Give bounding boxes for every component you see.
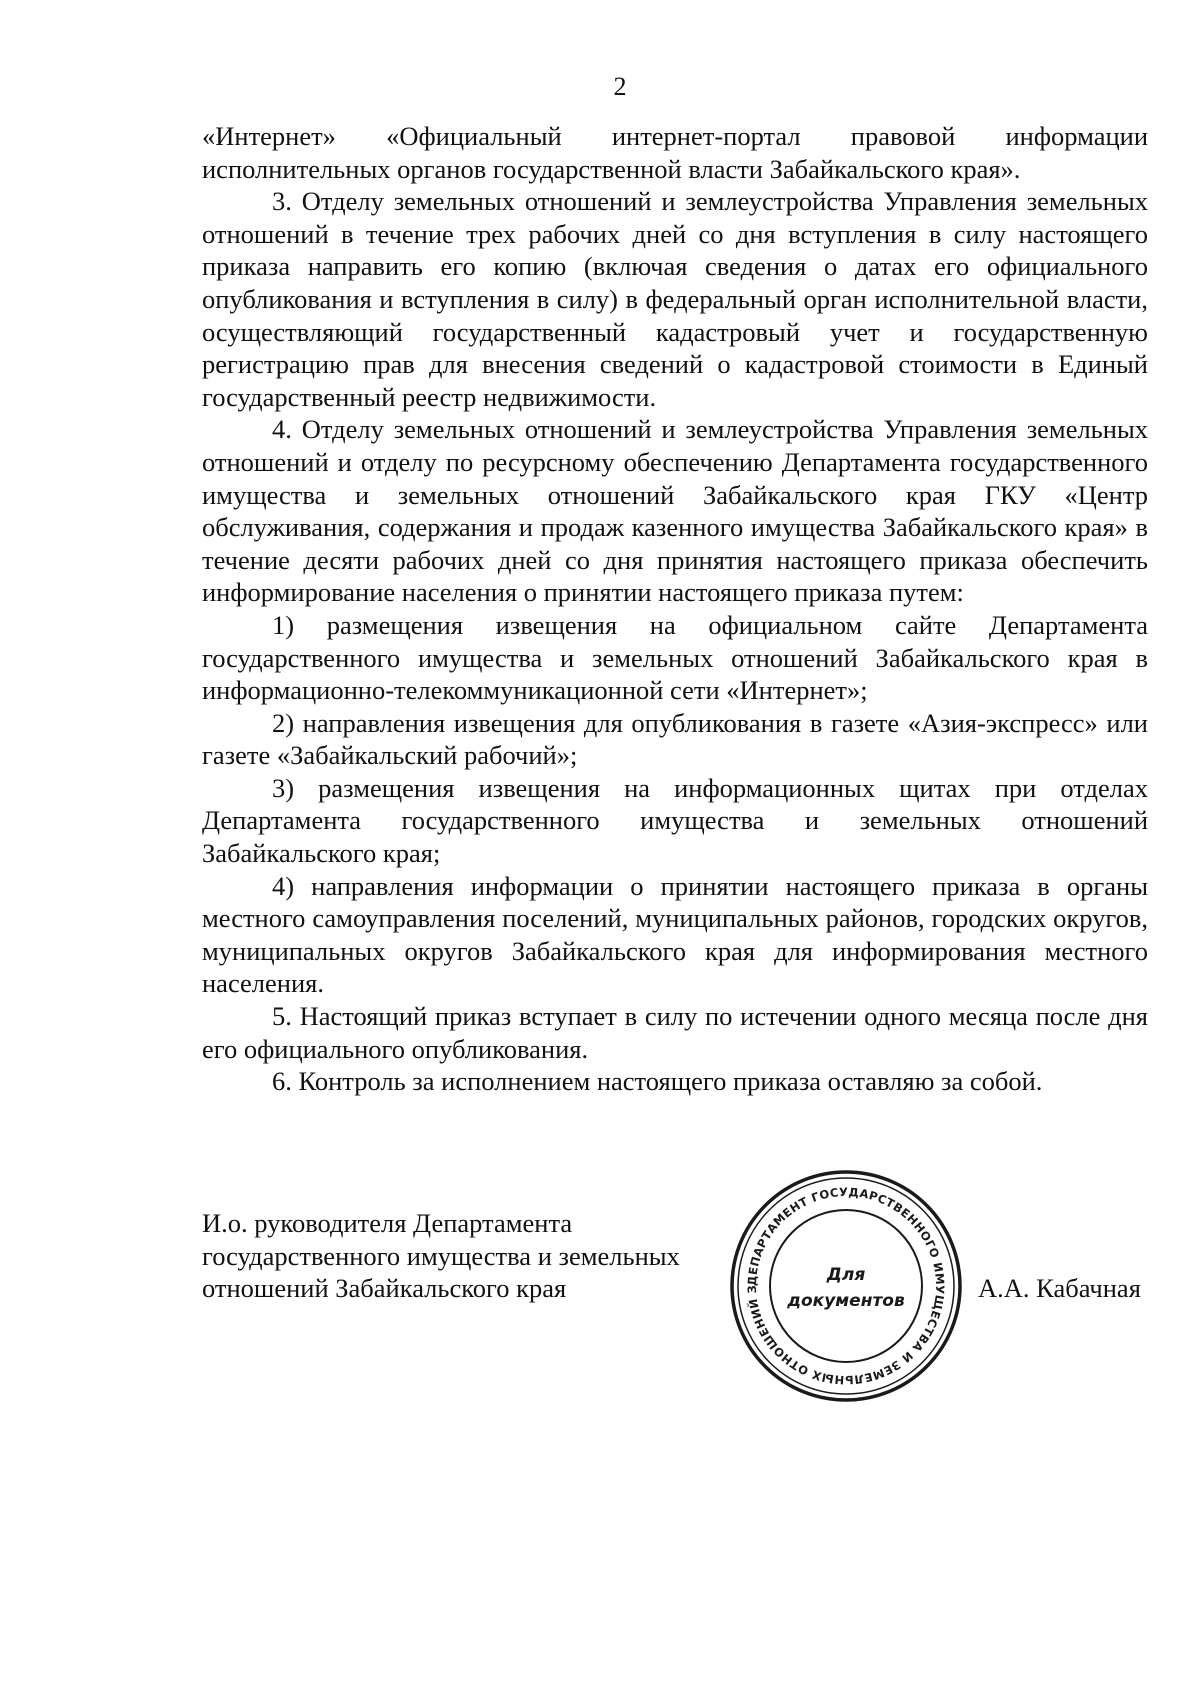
signatory-position-line: отношений Забайкальского края [202, 1273, 567, 1304]
list-item-3: 3) размещения извещения на информационных щитах при отделах Департамента государственного имущества и земельных отношений Забайкальского края; [202, 772, 1148, 869]
signatory-name: А.А. Кабачная [978, 1273, 1141, 1303]
page-number: 2 [613, 72, 627, 101]
seal-graphic [728, 1168, 964, 1404]
list-item-2: 2) направления извещения для опубликования в газете «Азия-экспресс» или газете «Забайкальский рабочий»; [202, 707, 1148, 771]
signatory-position-line: государственного имущества и земельных [202, 1240, 680, 1271]
seal-center-line-1: Для [826, 1265, 866, 1285]
seal-outer-ring [732, 1172, 960, 1400]
official-seal [728, 1168, 964, 1404]
seal-ring-text: ДЕПАРТАМЕНТ ГОСУДАРСТВЕННОГО ИМУЩЕСТВА И ЗЕМЕЛЬНЫХ ОТНОШЕНИЙ З [744, 1184, 948, 1388]
paragraph-6: 6. Контроль за исполнением настоящего приказа оставляю за собой. [272, 1066, 1043, 1097]
list-item-4: 4) направления информации о принятии настоящего приказа в органы местного самоуправления поселений, муниципальных районов, городских округов, муниципальных округов Забайкальского края для информирования местного населения. [202, 870, 1148, 999]
seal-center-line-2: документов [787, 1291, 905, 1311]
signatory-position [202, 1207, 680, 1305]
paragraph-3: 3. Отделу земельных отношений и землеустройства Управления земельных отношений в течение трех рабочих дней со дня вступления в силу настоящего приказа направить его копию (включая сведения о датах его официального опубликования и вступления в силу) в федеральный орган исполнительной власти, осуществляющий государственный кадастровый учет и государственную регистрацию прав для внесения сведений о кадастровой стоимости в Единый государственный реестр недвижимости. [202, 186, 1148, 412]
paragraph-internet-portal: «Интернет» «Официальный интернет-портал правовой информации исполнительных органов государственной власти Забайкальского края». [202, 121, 1148, 184]
seal-inner-ring [770, 1210, 922, 1362]
document-body [202, 120, 1148, 1098]
signatory-position-line: И.о. руководителя Департамента [202, 1208, 573, 1238]
paragraph-4: 4. Отделу земельных отношений и землеустройства Управления земельных отношений и отделу по ресурсному обеспечению Департамента государственного имущества и земельных отношений Забайкальского края ГКУ «Центр обслуживания, содержания и продаж казенного имущества Забайкальского края» в течение десяти рабочих дней со дня принятия настоящего приказа обеспечить информирование населения о принятии настоящего приказа путем: [202, 414, 1148, 608]
paragraph-5: 5. Настоящий приказ вступает в силу по истечении одного месяца после дня его официального опубликования. [202, 1001, 1148, 1064]
list-item-1: 1) размещения извещения на официальном сайте Департамента государственного имущества и земельных отношений Забайкальского края в информационно-телекоммуникационной сети «Интернет»; [202, 609, 1148, 706]
